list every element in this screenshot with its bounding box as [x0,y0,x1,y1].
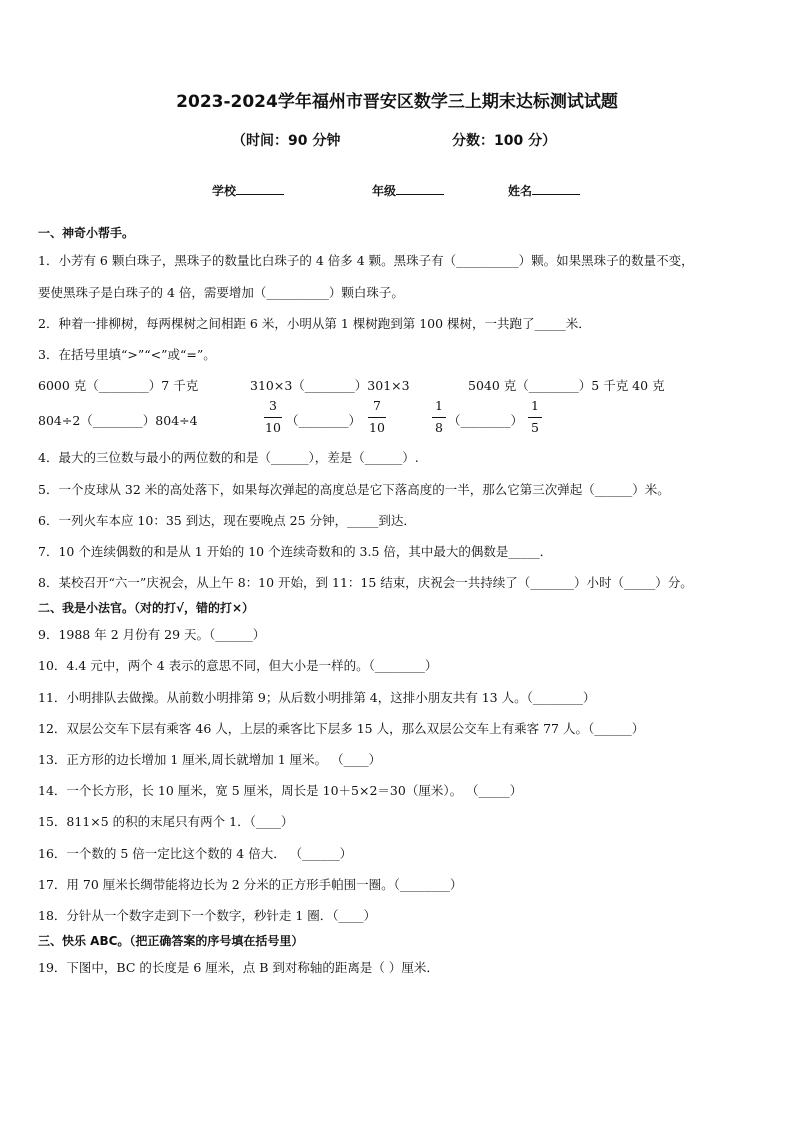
fraction-bar [264,417,282,418]
question-11: 11．小明排队去做操。从前数小明排第 9；从后数小明排第 4，这排小朋友共有 13 人。（________） [38,690,596,705]
section-2-heading: 二、我是小法官。（对的打√，错的打×） [38,601,255,615]
question-4: 4．最大的三位数与最小的两位数的和是（______），差是（______）. [38,450,419,465]
name-label: 姓名 [508,184,533,198]
fraction-denominator: 5 [531,419,539,435]
school-label: 学校 [212,184,237,198]
question-17: 17．用 70 厘米长绸带能将边长为 2 分米的正方形手帕围一圈。（________） [38,877,463,892]
section-3-heading: 三、快乐 ABC。（把正确答案的序号填在括号里） [38,934,304,948]
question-7: 7．10 个连续偶数的和是从 1 开始的 10 个连续奇数和的 3.5 倍，其中最大的偶数是_____． [38,544,553,559]
fraction-numerator: 1 [435,398,443,413]
question-3-item-5-blank: （________） [286,413,362,428]
fraction-1-8 [432,400,446,434]
question-15: 15．811×5 的积的末尾只有两个 1．（____） [38,814,294,829]
grade-label: 年级 [372,184,397,198]
question-14: 14．一个长方形，长 10 厘米，宽 5 厘米，周长是 10＋5×2＝30（厘米）。 （_____） [38,783,523,798]
fraction-bar [528,417,542,418]
page-title: 2023-2024学年福州市晋安区数学三上期末达标测试试题 [176,92,618,112]
fraction-numerator: 1 [531,398,539,413]
question-3-item-2: 310×3（________）301×3 [250,378,410,393]
question-3-item-7-blank: （________） [448,413,524,428]
fraction-7-10 [368,400,386,434]
question-3-item-1: 6000 克（________）7 千克 [38,378,199,393]
question-3: 3．在括号里填“>”“<”或“=”。 [38,347,216,362]
fraction-denominator: 8 [435,419,443,435]
fraction-numerator: 7 [373,398,381,413]
question-18: 18．分针从一个数字走到下一个数字，秒针走 1 圈．（____） [38,908,377,923]
fraction-1-5 [528,400,542,434]
fraction-bar [368,417,386,418]
question-12: 12．双层公交车下层有乘客 46 人，上层的乘客比下层多 15 人，那么双层公交车上有乘客 77 人。（______） [38,721,645,736]
question-5: 5．一个皮球从 32 米的高处落下，如果每次弹起的高度总是它下落高度的一半，那么它第三次弹起（______）米。 [38,482,670,497]
question-13: 13．正方形的边长增加 1 厘米,周长就增加 1 厘米。 （____） [38,752,382,767]
question-9: 9．1988 年 2 月份有 29 天。（______） [38,627,266,642]
fraction-denominator: 10 [265,419,281,435]
fraction-3-10 [264,400,282,434]
exam-time: （时间：90 分钟 [232,133,341,149]
question-8: 8．某校召开“六一”庆祝会，从上午 8：10 开始，到 11：15 结束，庆祝会一共持续了（_______）小时（_____）分。 [38,575,693,590]
question-6: 6．一列火车本应 10：35 到达，现在要晚点 25 分钟，_____到达． [38,513,416,528]
question-16: 16．一个数的 5 倍一定比这个数的 4 倍大． （______） [38,846,353,861]
fraction-denominator: 10 [369,419,385,435]
school-blank [236,183,284,195]
name-blank [532,183,580,195]
fraction-numerator: 3 [269,398,277,413]
question-2: 2．种着一排柳树，每两棵树之间相距 6 米，小明从第 1 棵树跑到第 100 棵树，一共跑了_____米． [38,316,591,331]
question-1-line-2: 要使黑珠子是白珠子的 4 倍，需要增加（__________）颗白珠子。 [38,285,404,300]
question-10: 10．4.4 元中，两个 4 表示的意思不同，但大小是一样的。（________） [38,658,438,673]
question-1-line-1: 1．小芳有 6 颗白珠子，黑珠子的数量比白珠子的 4 倍多 4 颗。黑珠子有（__________）颗。如果黑珠子的数量不变， [38,253,694,268]
question-19: 19．下图中，BC 的长度是 6 厘米，点 B 到对称轴的距离是（ ）厘米． [38,960,439,975]
question-3-item-4: 804÷2（________）804÷4 [38,413,198,428]
fraction-bar [432,417,446,418]
grade-blank [396,183,444,195]
name-field [508,182,580,199]
question-3-item-3: 5040 克（________）5 千克 40 克 [468,378,665,393]
school-field [212,182,284,199]
grade-field [372,182,444,199]
exam-score: 分数：100 分） [452,133,557,149]
section-1-heading: 一、神奇小帮手。 [38,226,135,240]
